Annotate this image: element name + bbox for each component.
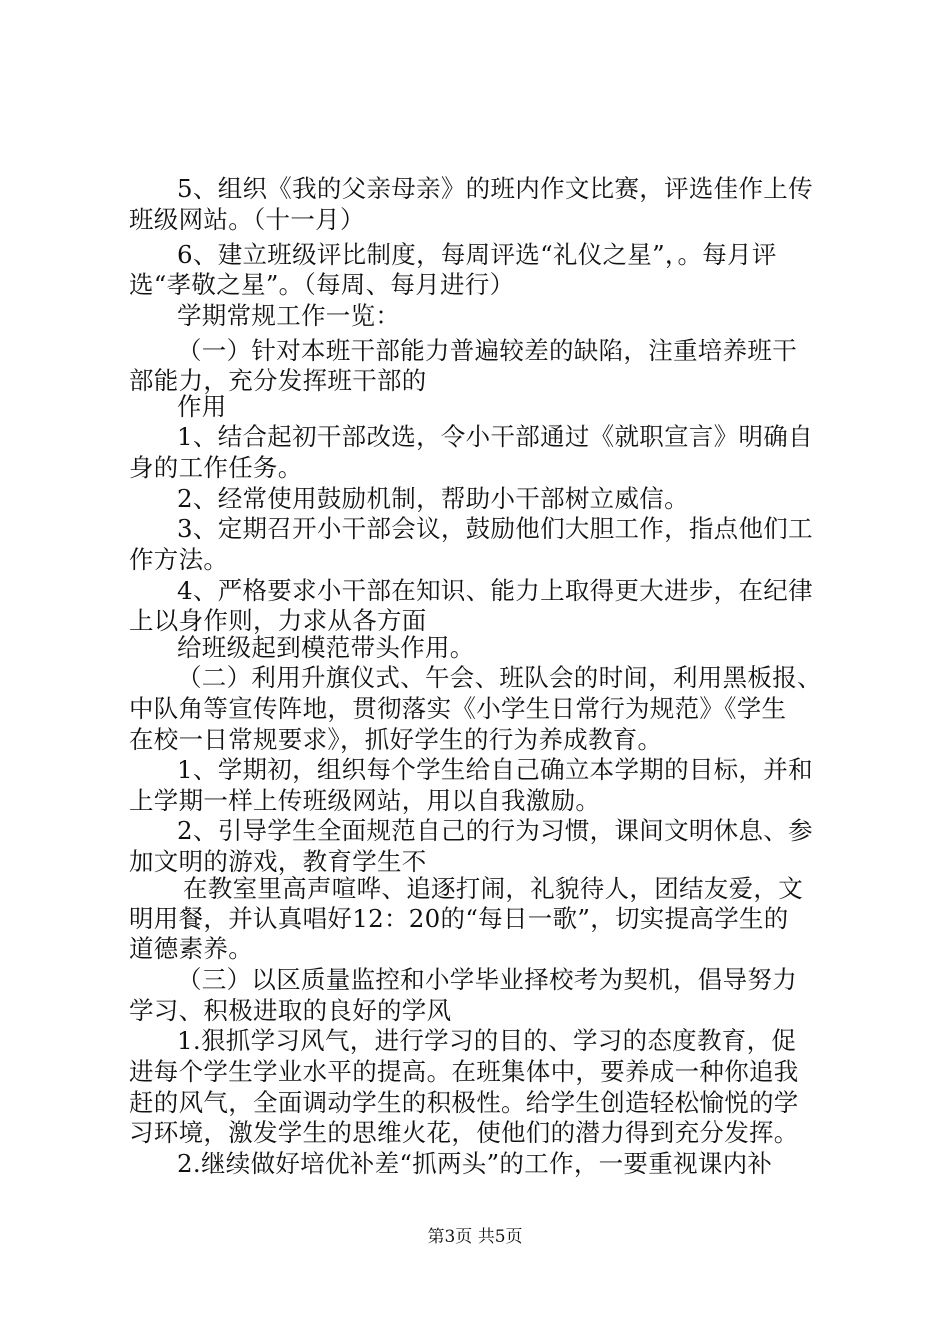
text-line: （三）以区质量监控和小学毕业择校考为契机，倡导努力 (177, 965, 797, 994)
text-line: 部能力，充分发挥班干部的 (129, 366, 427, 395)
text-line: 中队角等宣传阵地，贯彻落实《小学生日常行为规范》《学生 (129, 694, 787, 723)
text-line: 上学期一样上传班级网站，用以自我激励。 (129, 786, 601, 815)
text-line: 道德素养。 (129, 934, 253, 963)
text-line: 学习、积极进取的良好的学风 (129, 996, 452, 1025)
text-line: 2、经常使用鼓励机制，帮助小干部树立威信。 (177, 484, 689, 513)
text-line: 2、引导学生全面规范自己的行为习惯，课间文明休息、参 (177, 816, 813, 845)
text-line: 在校一日常规要求》，抓好学生的行为养成教育。 (129, 725, 663, 754)
text-line: （一）针对本班干部能力普遍较差的缺陷，注重培养班干 (177, 336, 797, 365)
text-line: 3、定期召开小干部会议，鼓励他们大胆工作，指点他们工 (177, 514, 813, 543)
text-line: 作用 (177, 392, 227, 421)
text-line: 习环境，激发学生的思维火花，使他们的潜力得到充分发挥。 (129, 1118, 799, 1147)
text-line: 2.继续做好培优补差“抓两头”的工作，一要重视课内补 (177, 1149, 773, 1178)
text-line: 在教室里高声喧哗、追逐打闹，礼貌待人，团结友爱，文 (183, 874, 803, 903)
text-line: 给班级起到模范带头作用。 (177, 633, 475, 662)
text-line: 5、组织《我的父亲母亲》的班内作文比赛，评选佳作上传 (177, 174, 813, 203)
text-line: 班级网站。（十一月） (129, 205, 365, 234)
text-line: 明用餐，并认真唱好12：20的“每日一歌”，切实提高学生的 (129, 904, 789, 933)
text-line: 6、建立班级评比制度，每周评选“礼仪之星”，。每月评 (177, 240, 777, 269)
text-line: 选“孝敬之星”。（每周、每月进行） (129, 270, 515, 299)
text-line: 进每个学生学业水平的提高。在班集体中，要养成一种你追我 (129, 1057, 799, 1086)
text-line: 4、严格要求小干部在知识、能力上取得更大进步，在纪律 (177, 576, 813, 605)
text-line: 身的工作任务。 (129, 453, 303, 482)
text-line: 学期常规工作一览： (177, 301, 401, 330)
text-line: 加文明的游戏，教育学生不 (129, 847, 427, 876)
page-number: 第3页 共5页 (427, 1227, 523, 1247)
text-line: 上以身作则，力求从各方面 (129, 606, 427, 635)
text-line: 赶的风气，全面调动学生的积极性。给学生创造轻松愉悦的学 (129, 1088, 799, 1117)
text-line: 作方法。 (129, 545, 229, 574)
text-line: 1.狠抓学习风气，进行学习的目的、学习的态度教育，促 (177, 1026, 797, 1055)
text-line: 1、结合起初干部改选，令小干部通过《就职宣言》明确自 (177, 422, 813, 451)
text-line: 1、学期初，组织每个学生给自己确立本学期的目标，并和 (177, 755, 813, 784)
text-line: （二）利用升旗仪式、午会、班队会的时间，利用黑板报、 (177, 663, 822, 692)
